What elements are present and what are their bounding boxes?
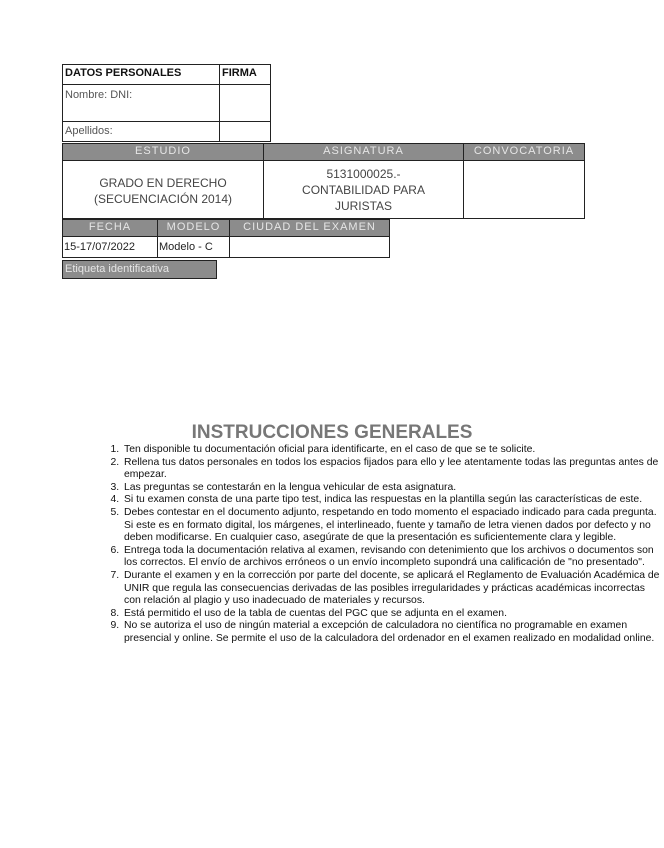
surname-label: Apellidos:	[65, 125, 113, 137]
instructions-list	[98, 444, 662, 646]
signature-box[interactable]	[219, 84, 271, 122]
study-header: ESTUDIO	[62, 143, 264, 161]
call-header: CONVOCATORIA	[463, 143, 585, 161]
instruction-item: 7. Durante el examen y en la corrección por parte del docente, se aplicará el Reglamento de Evaluación Académica de UNIR que regula las consecuencias derivadas de las posibles irregularidades y prácticas académicas incorrectas con relación al plagio y uso inadecuado de materiales y recursos.	[122, 570, 662, 608]
subject-line-2: CONTABILIDAD PARA	[302, 183, 425, 197]
model-header: MODELO	[157, 219, 230, 237]
date-value: 15-17/07/2022	[62, 236, 158, 258]
instruction-item: 3. Las preguntas se contestarán en la lengua vehicular de esta asignatura.	[122, 482, 662, 495]
city-value[interactable]	[229, 236, 390, 258]
name-dni-field[interactable]	[62, 84, 220, 122]
instruction-item: 4. Si tu examen consta de una parte tipo test, indica las respuestas en la plantilla según las características de este.	[122, 494, 662, 507]
name-dni-label: Nombre: DNI:	[65, 89, 133, 101]
subject-line-1: 5131000025.-	[326, 167, 401, 181]
city-header: CIUDAD DEL EXAMEN	[229, 219, 390, 237]
instruction-item: 6. Entrega toda la documentación relativa al examen, revisando con detenimiento que los archivos o documentos son los correctos. El envío de archivos erróneos o un envío incompleto supondrá una calificación de "no presentado".	[122, 545, 662, 570]
study-line-1: GRADO EN DERECHO	[99, 176, 227, 190]
signature-header: FIRMA	[219, 64, 271, 85]
instructions-title: INSTRUCCIONES GENERALES	[191, 422, 473, 443]
instruction-item: 8. Está permitido el uso de la tabla de cuentas del PGC que se adjunta en el examen.	[122, 608, 662, 621]
study-value	[62, 160, 264, 219]
study-line-2: (SECUENCIACIÓN 2014)	[93, 192, 233, 206]
surname-field[interactable]	[62, 121, 220, 142]
signature-box-lower[interactable]	[219, 121, 271, 142]
instruction-item: 9. No se autoriza el uso de ningún material a excepción de calculadora no científica no programable en examen presencial y online. Se permite el uso de la calculadora del ordenador en el examen realizado en modalidad online.	[122, 620, 662, 645]
subject-header: ASIGNATURA	[263, 143, 464, 161]
instruction-item: 2. Rellena tus datos personales en todos los espacios fijados para ello y lee atentamente todas las preguntas antes de empezar.	[122, 457, 662, 482]
subject-line-3: JURISTAS	[334, 199, 393, 213]
model-value: Modelo - C	[157, 236, 230, 258]
call-value[interactable]	[463, 160, 585, 219]
date-header: FECHA	[62, 219, 158, 237]
instruction-item: 1. Ten disponible tu documentación oficial para identificarte, en el caso de que se te solicite.	[122, 444, 662, 457]
instruction-item: 5. Debes contestar en el documento adjunto, respetando en todo momento el espaciado indicado para cada pregunta. Si este es en formato digital, los márgenes, el interlineado, fuente y tamaño de letra vienen dados por defecto y no deben modificarse. En cualquier caso, asegúrate de que la presentación es suficientemente clara y legible.	[122, 507, 662, 545]
personal-data-header: DATOS PERSONALES	[62, 64, 220, 85]
subject-value	[263, 160, 464, 219]
identification-label-tag: Etiqueta identificativa	[62, 260, 217, 279]
